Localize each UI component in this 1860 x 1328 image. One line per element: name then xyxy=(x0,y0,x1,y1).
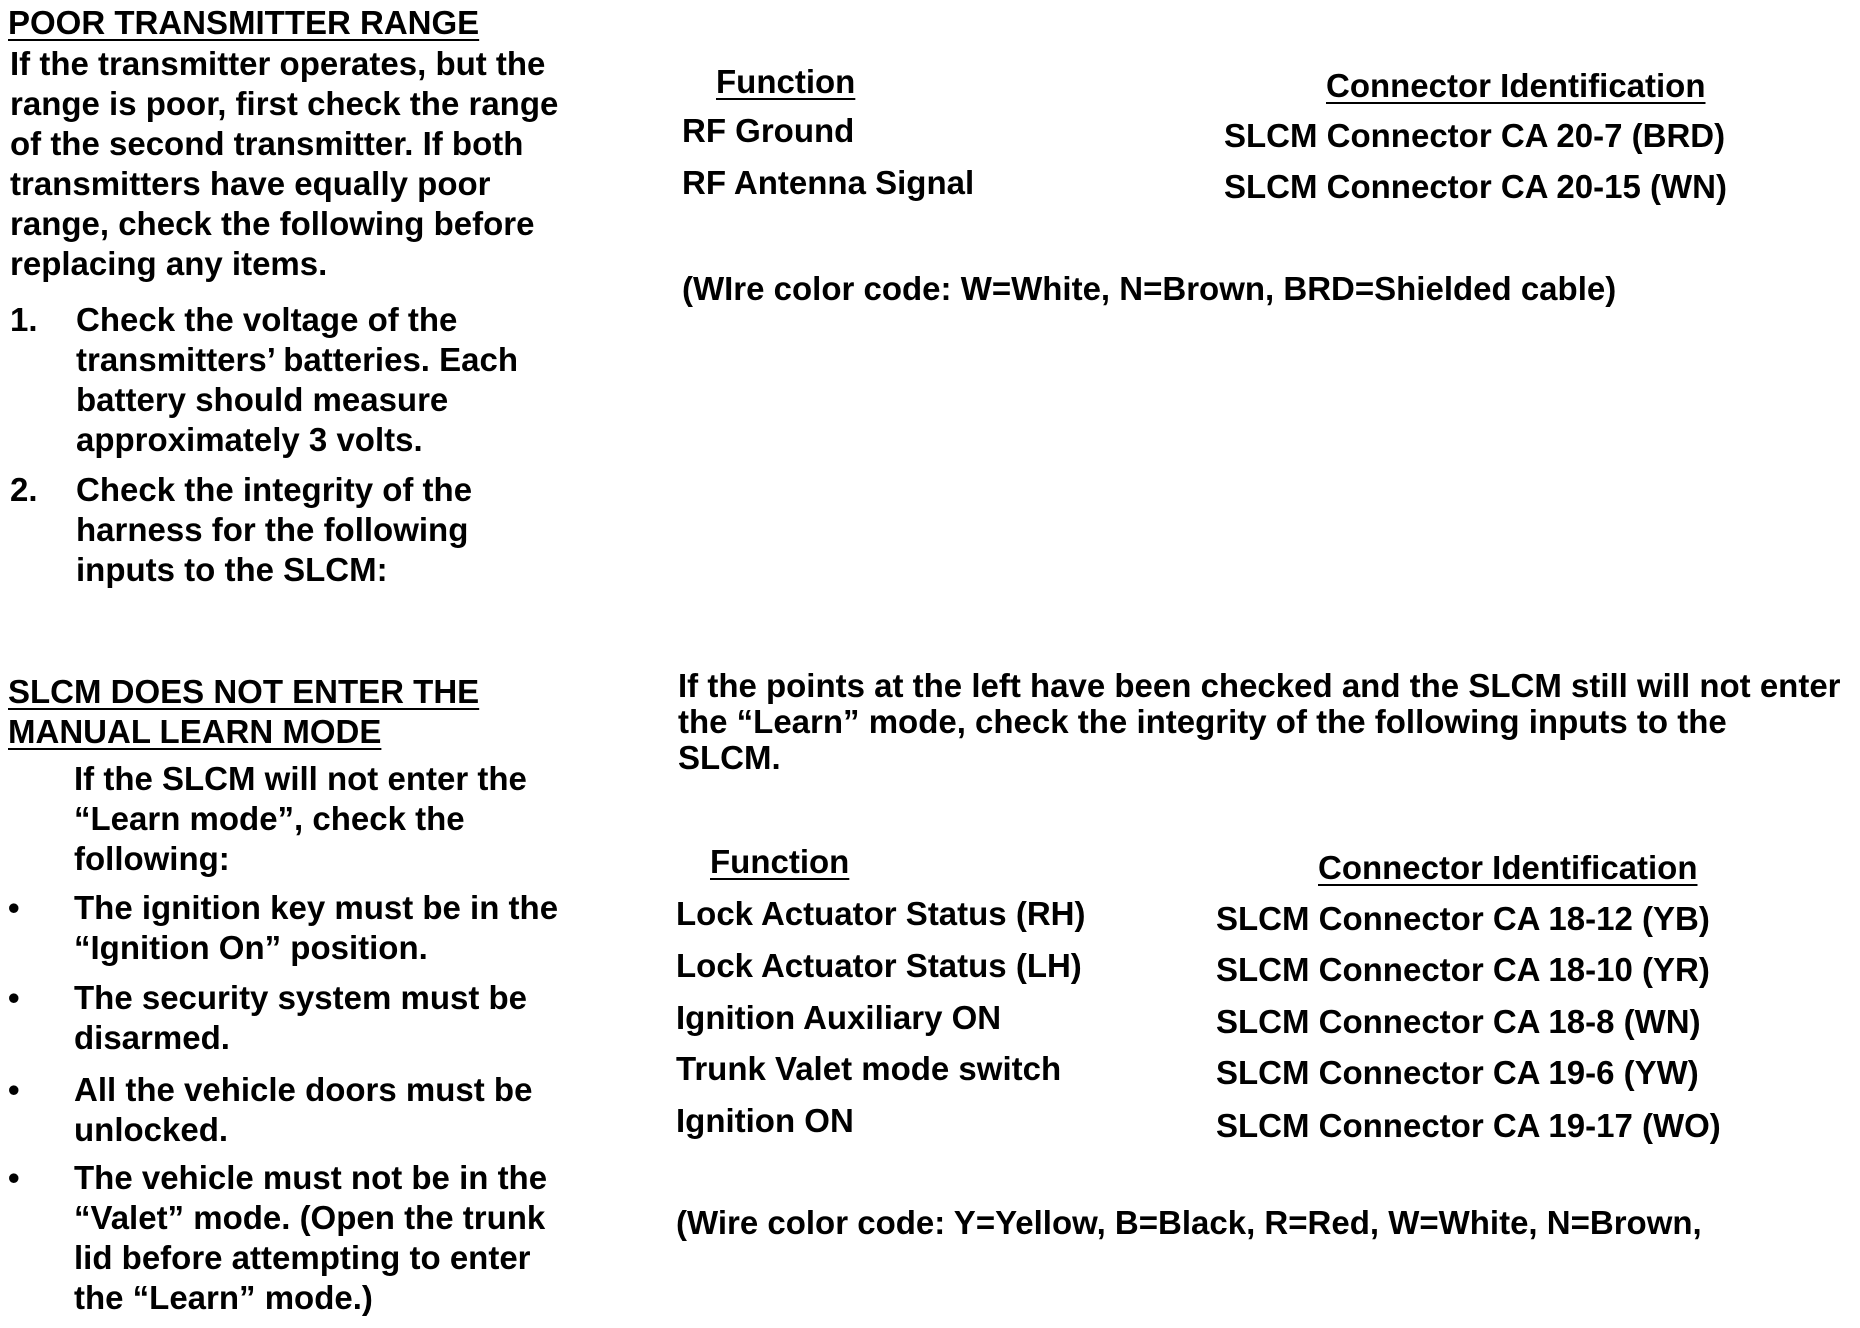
section1-intro-line: of the second transmitter. If both xyxy=(10,125,524,162)
table1-row-connector: SLCM Connector CA 20-15 (WN) xyxy=(1224,168,1727,205)
step-line: transmitters’ batteries. Each xyxy=(76,341,519,378)
step-text xyxy=(76,300,518,460)
step-line: battery should measure xyxy=(76,381,449,418)
bullet-text xyxy=(74,888,558,968)
bullet-line: The vehicle must not be in the xyxy=(74,1159,548,1196)
bullet-icon: • xyxy=(8,1071,20,1108)
bullet-line: The ignition key must be in the xyxy=(74,889,559,926)
table2-header-connector: Connector Identification xyxy=(1318,849,1698,886)
bullet-line: unlocked. xyxy=(74,1111,229,1148)
bullet-icon: • xyxy=(8,979,20,1016)
bullet-line: The security system must be xyxy=(74,979,528,1016)
section2-intro-line: “Learn mode”, check the xyxy=(74,800,465,837)
step-line: Check the voltage of the xyxy=(76,301,458,338)
section1-intro-line: range, check the following before xyxy=(10,205,535,242)
section2-right-intro-line: the “Learn” mode, check the integrity of the following inputs to the xyxy=(678,703,1727,740)
table2-row-function: Trunk Valet mode switch xyxy=(676,1050,1062,1087)
table2-row-function: Ignition Auxiliary ON xyxy=(676,999,1002,1036)
table2-row-connector: SLCM Connector CA 19-17 (WO) xyxy=(1216,1107,1721,1144)
section2-right-intro-line: If the points at the left have been checked and the SLCM still will not enter xyxy=(678,667,1841,704)
step-line: approximately 3 volts. xyxy=(76,421,423,458)
table2-row-connector: SLCM Connector CA 18-10 (YR) xyxy=(1216,951,1710,988)
section2-intro-line: following: xyxy=(74,840,230,877)
section1-intro-line: If the transmitter operates, but the xyxy=(10,45,546,82)
bullet-line: the “Learn” mode.) xyxy=(74,1279,373,1316)
section2-intro-line: If the SLCM will not enter the xyxy=(74,760,527,797)
section1-intro-line: range is poor, first check the range xyxy=(10,85,559,122)
table1-row-function: RF Antenna Signal xyxy=(682,164,975,201)
section1-intro-line: replacing any items. xyxy=(10,245,328,282)
step-line: Check the integrity of the xyxy=(76,471,473,508)
step-number: 2. xyxy=(10,471,38,508)
table1-row-function: RF Ground xyxy=(682,112,855,149)
table2-row-connector: SLCM Connector CA 18-12 (YB) xyxy=(1216,900,1710,937)
table2-row-function: Lock Actuator Status (RH) xyxy=(676,895,1086,932)
step-number: 1. xyxy=(10,301,38,338)
bullet-text xyxy=(74,1158,547,1318)
bullet-icon: • xyxy=(8,1159,20,1196)
table1-header-function: Function xyxy=(716,63,856,100)
section2-right-intro-line: SLCM. xyxy=(678,739,781,776)
table2-header-function: Function xyxy=(710,843,850,880)
section1-intro-line: transmitters have equally poor xyxy=(10,165,491,202)
bullet-text xyxy=(74,978,527,1058)
table2-note: (Wire color code: Y=Yellow, B=Black, R=Red, W=White, N=Brown, xyxy=(676,1204,1702,1241)
bullet-line: All the vehicle doors must be xyxy=(74,1071,533,1108)
table2-row-connector: SLCM Connector CA 18-8 (WN) xyxy=(1216,1003,1701,1040)
bullet-text xyxy=(74,1070,532,1150)
step-line: inputs to the SLCM: xyxy=(76,551,388,588)
step-text xyxy=(76,470,472,590)
table2-row-connector: SLCM Connector CA 19-6 (YW) xyxy=(1216,1054,1699,1091)
table2-row-function: Lock Actuator Status (LH) xyxy=(676,947,1082,984)
step-line: harness for the following xyxy=(76,511,469,548)
bullet-line: “Ignition On” position. xyxy=(74,929,428,966)
table1-note: (WIre color code: W=White, N=Brown, BRD=Shielded cable) xyxy=(682,270,1617,307)
section2-title xyxy=(8,672,479,752)
bullet-line: “Valet” mode. (Open the trunk xyxy=(74,1199,546,1236)
section2-title-line: SLCM DOES NOT ENTER THE xyxy=(8,673,480,710)
table1-row-connector: SLCM Connector CA 20-7 (BRD) xyxy=(1224,117,1726,154)
section1-intro xyxy=(10,44,558,284)
section2-intro xyxy=(74,759,527,879)
section1-title: POOR TRANSMITTER RANGE xyxy=(8,4,480,41)
table2-row-function: Ignition ON xyxy=(676,1102,854,1139)
bullet-line: disarmed. xyxy=(74,1019,230,1056)
section2-title-line: MANUAL LEARN MODE xyxy=(8,713,382,750)
bullet-line: lid before attempting to enter xyxy=(74,1239,531,1276)
table1-header-connector: Connector Identification xyxy=(1326,67,1706,104)
section2-right-intro xyxy=(678,668,1841,776)
bullet-icon: • xyxy=(8,889,20,926)
